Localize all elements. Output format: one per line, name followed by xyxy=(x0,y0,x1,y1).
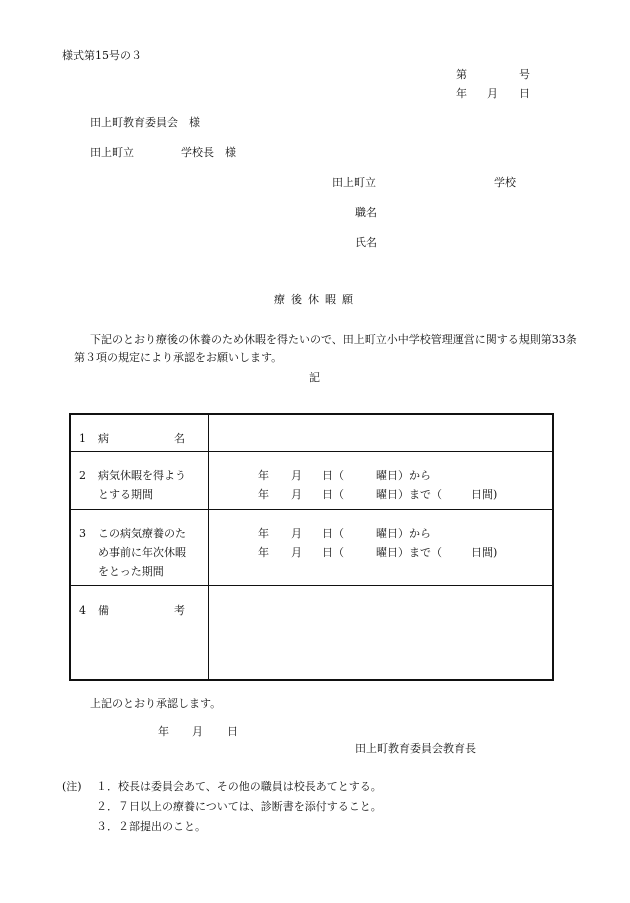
row2-label-line2: とする期間 xyxy=(98,488,153,501)
row2-days: 日間) xyxy=(471,488,498,501)
note-2: ２．７日以上の療養については、診断書を添付すること。 xyxy=(96,800,382,813)
body-line-2: 第３項の規定により承認をお願いします。 xyxy=(74,351,283,364)
row3-label-line2: め事前に年次休暇 xyxy=(98,546,186,559)
date-day: 日 xyxy=(519,87,530,100)
note-3: ３．２部提出のこと。 xyxy=(96,820,206,833)
row3-number: 3 xyxy=(79,527,86,540)
row2-to-weekday: 曜日）まで（ xyxy=(376,488,442,501)
row1-number: 1 xyxy=(79,432,86,445)
row3-from-year: 年 xyxy=(258,527,269,540)
row4-label-a: 備 xyxy=(98,604,109,617)
applicant-position-label: 職名 xyxy=(355,206,377,219)
row2-from-weekday: 曜日）から xyxy=(376,469,431,482)
table-column-divider xyxy=(208,415,209,679)
form-number: 様式第15号の３ xyxy=(62,49,142,62)
row3-to-weekday: 曜日）まで（ xyxy=(376,546,442,559)
row3-days: 日間) xyxy=(471,546,498,559)
row3-label-line3: をとった期間 xyxy=(98,565,164,578)
row3-label-line1: この病気療養のた xyxy=(98,527,186,540)
note-1: １．校長は委員会あて、その他の職員は校長あてとする。 xyxy=(96,780,382,793)
table-row-divider xyxy=(71,585,552,586)
addressee-board: 田上町教育委員会 様 xyxy=(90,116,200,129)
row1-label-b: 名 xyxy=(174,432,185,445)
row3-from-day: 日（ xyxy=(322,527,344,540)
approval-text: 上記のとおり承認します。 xyxy=(90,697,222,710)
row2-from-month: 月 xyxy=(291,469,302,482)
row3-from-month: 月 xyxy=(291,527,302,540)
row2-from-day: 日（ xyxy=(322,469,344,482)
applicant-name-label: 氏名 xyxy=(355,236,377,249)
row2-from-year: 年 xyxy=(258,469,269,482)
applicant-school-prefix: 田上町立 xyxy=(332,176,376,189)
approval-signer: 田上町教育委員会教育長 xyxy=(355,742,476,755)
row3-to-month: 月 xyxy=(291,546,302,559)
notes-prefix: (注) xyxy=(62,780,82,793)
row4-label-b: 考 xyxy=(174,604,185,617)
date-month: 月 xyxy=(487,87,498,100)
row2-to-month: 月 xyxy=(291,488,302,501)
row2-to-day: 日（ xyxy=(322,488,344,501)
row2-to-year: 年 xyxy=(258,488,269,501)
approval-date-month: 月 xyxy=(192,725,203,738)
table-row-divider xyxy=(71,509,552,510)
date-year: 年 xyxy=(456,87,467,100)
approval-date-day: 日 xyxy=(227,725,238,738)
approval-date-year: 年 xyxy=(158,725,169,738)
row3-from-weekday: 曜日）から xyxy=(376,527,431,540)
leave-table xyxy=(69,413,554,681)
row3-to-year: 年 xyxy=(258,546,269,559)
document-title: 療後休暇願 xyxy=(274,293,359,306)
addressee-principal: 学校長 様 xyxy=(181,146,236,159)
ki-label: 記 xyxy=(309,371,320,384)
row1-label-a: 病 xyxy=(98,432,109,445)
row4-number: 4 xyxy=(79,604,86,617)
document-number-go: 号 xyxy=(519,68,530,81)
body-line-1: 下記のとおり療後の休養のため休暇を得たいので、田上町立小中学校管理運営に関する規則第33条 xyxy=(90,333,577,346)
applicant-school-suffix: 学校 xyxy=(494,176,516,189)
row3-to-day: 日（ xyxy=(322,546,344,559)
table-row-divider xyxy=(71,451,552,452)
document-number-dai: 第 xyxy=(456,68,467,81)
row2-label-line1: 病気休暇を得よう xyxy=(98,469,186,482)
addressee-school-prefix: 田上町立 xyxy=(90,146,134,159)
row2-number: 2 xyxy=(79,469,86,482)
